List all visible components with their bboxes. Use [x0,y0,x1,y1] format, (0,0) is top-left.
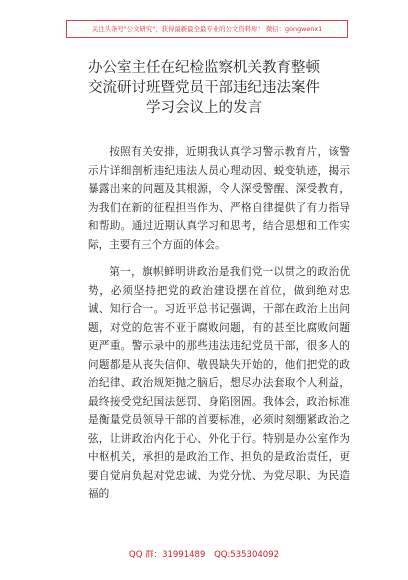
paragraph-first-point: 第一，旗帜鲜明讲政治是我们党一以贯之的政治优势，必须坚持把党的政治建设摆在首位，做到绝对忠诚、知行合一。习近平总书记强调，干部在政治上出问题，对党的危害不亚于腐败问题，有的甚至比腐败问题更严重。警示录中的那些违法违纪党员干部，很多人的问题都是从丧失信仰、敬畏缺失开始的，他们把党的政治纪律、政治规矩抛之脑后，想尽办法套取个人利益，最终接受党纪国法惩罚、身陷囹圄。我体会，政治标准是衡量党员领导干部的首要标准，必须时刻绷紧政治之弦，让讲政治内化于心、外化于行。特别是办公室作为中枢机关，承担的是政治工作、担负的是政治责任，更要自觉肩负起对党忠诚、为党分忧、为党尽职、为民造福的 [88,266,350,500]
footer-qq: QQ:535304092 [214,550,279,560]
title-line-1: 办公室主任在纪检监察机关教育整顿 [88,60,320,76]
document-body [88,143,350,513]
paragraph-intro: 按照有关安排，近期我认真学习警示教育片，该警示片详细剖析违纪违法人员心理动因、蜕变轨迹，揭示暴露出来的问题及其根源，令人深受警醒、深受教育，为我们在新的征程担当作为、严格自律提供了有力指导和帮助。通过近期认真学习和思考，结合思想和工作实际，主要有三个方面的体会。 [88,146,350,251]
footer-qq-group: QQ 群：31991489 [129,550,206,560]
header-banner: 关注头条号"公文研究"，获得最新最全最专业的公文资料库！ 微信：gongwenx1 [66,20,348,38]
title-line-2: 交流研讨班暨党员干部违纪违法案件 [88,80,320,96]
document-title [0,58,408,118]
footer-contact [0,548,408,560]
title-line-3: 学习会议上的发言 [146,100,262,116]
